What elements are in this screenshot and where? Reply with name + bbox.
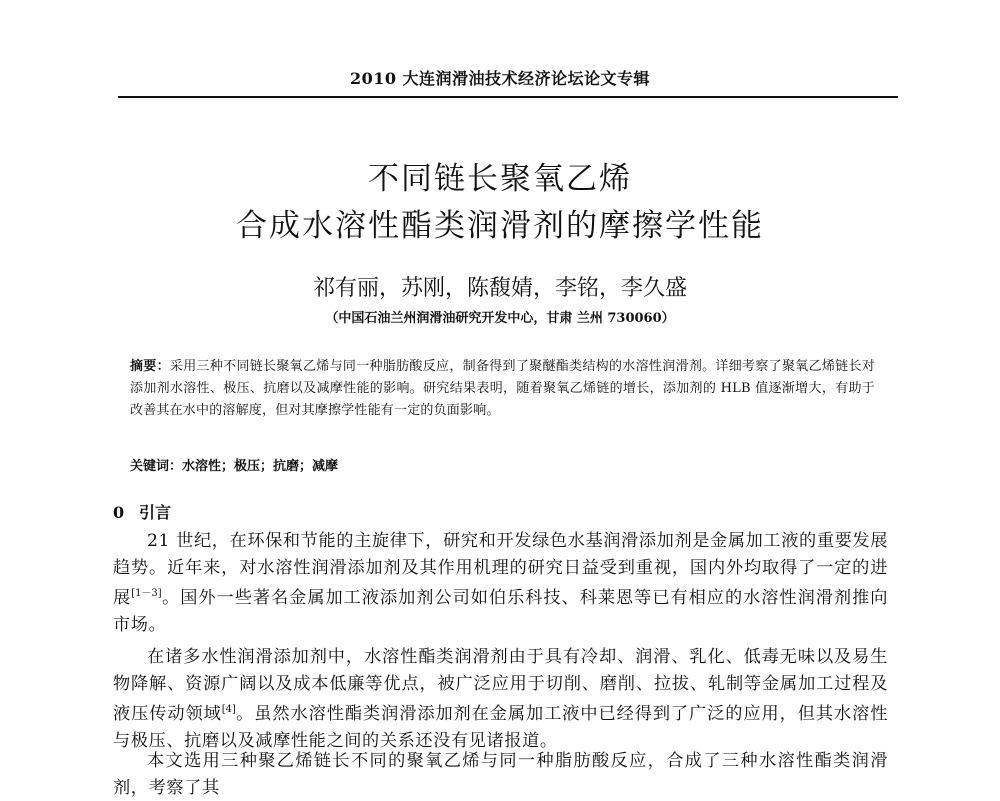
section-title: 引言 — [139, 503, 172, 522]
paragraph-2-text-a: 在诸多水性润滑添加剂中，水溶性酯类润滑剂由于具有冷却、润滑、乳化、低毒无味以及易生物降解、资源广阔以及成本低廉等优点，被广泛应用于切削、磨削、拉拔、轧制等金属加工过程及液压传动领域 — [113, 647, 888, 724]
paragraph-2-text-b: 。虽然水溶性酯类润滑添加剂在金属加工液中已经得到了广泛的应用，但其水溶性与极压、抗磨以及减摩性能之间的关系还没有见诸报道。 — [113, 704, 888, 751]
section-number: 0 — [113, 503, 125, 522]
paragraph-1-text-a: 21 世纪，在环保和节能的主旋律下，研究和开发绿色水基润滑添加剂是金属加工液的重要发展趋势。近年来，对水溶性润滑添加剂及其作用机理的研究日益受到重视，国内外均取得了一定的进展 — [113, 531, 888, 608]
citation-1-3: [1－3] — [131, 588, 162, 599]
paragraph-3-text: 本文选用三种聚乙烯链长不同的聚氧乙烯与同一种脂肪酸反应，合成了三种水溶性酯类润滑剂，考察了其 — [113, 751, 888, 798]
abstract-label: 摘要： — [130, 359, 170, 374]
paragraph-3-clipped — [113, 748, 888, 798]
author-list: 祁有丽，苏刚，陈馥婧，李铭，李久盛 — [312, 276, 687, 301]
keywords — [130, 455, 875, 474]
citation-4: [4] — [221, 704, 236, 715]
paragraph-1-text-b: 。国外一些著名金属加工液添加剂公司如伯乐科技、科莱恩等已有相应的水溶性润滑剂推向市场。 — [113, 588, 888, 635]
section-heading — [113, 500, 171, 523]
affiliation: （中国石油兰州润滑油研究开发中心，甘肃 兰州 730060） — [325, 311, 675, 326]
header-rule — [118, 96, 898, 98]
paper-title-line-2: 合成水溶性酯类润滑剂的摩擦学性能 — [236, 208, 764, 244]
abstract — [130, 356, 875, 422]
keywords-text: 水溶性；极压；抗磨；减摩 — [182, 459, 339, 474]
paper-title-line-1: 不同链长聚氧乙烯 — [368, 161, 632, 197]
abstract-text: 采用三种不同链长聚氧乙烯与同一种脂肪酸反应，制备得到了聚醚酯类结构的水溶性润滑剂。详细考察了聚氧乙烯链长对添加剂水溶性、极压、抗磨以及减摩性能的影响。研究结果表明，随着聚氧乙烯链的增长，添加剂的 HLB 值逐渐增大，有助于改善其在水中的溶解度，但对其摩擦学性能有一定的负面影响。 — [130, 359, 875, 418]
paragraph-2 — [113, 644, 888, 754]
paragraph-1 — [113, 528, 888, 638]
keywords-label: 关键词： — [130, 459, 183, 474]
running-head: 2010 大连润滑油技术经济论坛论文专辑 — [349, 69, 651, 88]
